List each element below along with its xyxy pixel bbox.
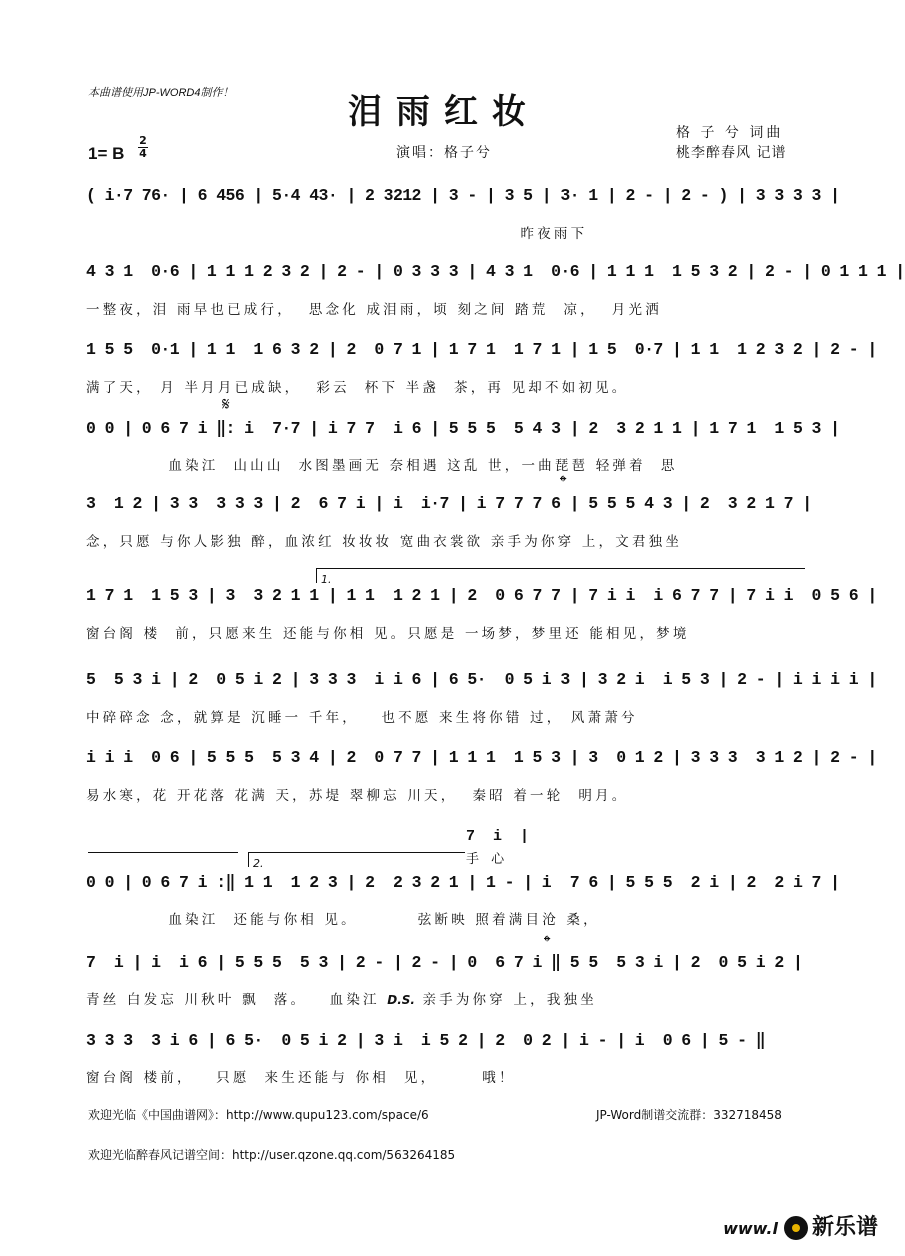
notation-line: 3 1 2 | 3 3 3 3 3 | 2 6 7 i | i i·7 | i 7 7 7 6 | 5 5 5 4 3 | 2 3 2 1 7 | xyxy=(86,494,812,513)
segno-mark: 𝄋 xyxy=(222,394,230,415)
notation-line: 0 0 | 0 6 7 i :‖ 1 1 1 2 3 | 2 2 3 2 1 | 1 - | i 7 6 | 5 5 5 2 i | 2 2 i 7 | xyxy=(86,873,840,892)
transcriber-credit: 桃李醉春风 记谱 xyxy=(676,145,787,161)
song-title: 泪雨红妆 xyxy=(348,92,540,132)
footer-blog-link[interactable]: 欢迎光临醉春风记谱空间：http://user.qzone.qq.com/563264185 xyxy=(88,1148,456,1162)
notation-line: 0 0 | 0 6 7 i ‖: i 7·7 | i 7 7 i 6 | 5 5 5 5 4 3 | 2 3 2 1 1 | 1 7 1 1 5 3 | xyxy=(86,419,840,438)
notation-line: 3 3 3 3 i 6 | 6 5· 0 5 i 2 | 3 i i 5 2 | 2 0 2 | i - | i 0 6 | 5 - ‖ xyxy=(86,1031,766,1050)
footer-site-link[interactable]: 欢迎光临《中国曲谱网》：http://www.qupu123.com/space/6 xyxy=(88,1108,429,1122)
coda-mark: 𝄌 xyxy=(560,472,567,493)
watermark-brand: 新乐谱 xyxy=(811,1215,878,1240)
extra-notes: 7 i | xyxy=(466,828,530,845)
record-disc-icon xyxy=(784,1216,808,1240)
lyric-line: 易水寒，花 开花落 花满 天，苏堤 翠柳忘 川天， 秦昭 着一轮 明月。 xyxy=(86,788,629,804)
notation-line: 4 3 1 0·6 | 1 1 1 2 3 2 | 2 - | 0 3 3 3 | 4 3 1 0·6 | 1 1 1 1 5 3 2 | 2 - | 0 1 1 1 | xyxy=(86,262,905,281)
second-ending-label: 2. xyxy=(253,857,264,870)
staff-rule xyxy=(88,852,238,853)
first-ending-bracket xyxy=(316,568,805,586)
lyric-line: 中碎碎念 念，就算是 沉睡一 千年， 也不愿 来生将你错 过， 风萧萧兮 xyxy=(86,710,638,726)
key-signature: 1= B xyxy=(88,144,125,163)
time-bottom: 4 xyxy=(139,147,147,160)
footer-group-info: JP-Word制谱交流群：332718458 xyxy=(596,1108,782,1122)
lyric-line xyxy=(86,988,806,1008)
lyric-after-ds: 亲手为你穿 上，我独坐 xyxy=(414,992,597,1008)
lyric-line: 昨夜雨下 xyxy=(86,226,588,242)
composer-credit: 格 子 兮 词曲 xyxy=(676,125,784,141)
lyric-line: 窗台阁 楼前， 只愿 来生还能与 你相 见， 哦！ xyxy=(86,1070,516,1086)
watermark-logo xyxy=(723,1210,878,1241)
extra-lyric: 手 心 xyxy=(466,852,509,867)
second-ending-bracket xyxy=(248,852,465,870)
first-ending-label: 1. xyxy=(321,573,332,586)
lyric-line: 血染江 还能与你相 见。 弦断映 照着满目沧 桑， xyxy=(86,912,600,928)
notation-line: ( i·7 76· | 6 456 | 5·4 43· | 2 3212 | 3 - | 3 5 | 3· 1 | 2 - | 2 - ) | 3 3 3 3 | xyxy=(86,186,840,205)
notation-line: 1 7 1 1 5 3 | 3 3 2 1 1 | 1 1 1 2 1 | 2 0 6 7 7 | 7 i i i 6 7 7 | 7 i i 0 5 6 | xyxy=(86,586,877,605)
notation-line: 1 5 5 0·1 | 1 1 1 6 3 2 | 2 0 7 1 | 1 7 1 1 7 1 | 1 5 0·7 | 1 1 1 2 3 2 | 2 - | xyxy=(86,340,877,359)
coda-mark-2: 𝄌 xyxy=(544,932,551,953)
lyric-line: 一整夜，泪 雨早也已成行， 思念化 成泪雨，顷 刻之间 踏荒 凉， 月光洒 xyxy=(86,302,662,318)
lyric-line: 窗台阁 楼 前，只愿来生 还能与你相 见。只愿是 一场梦，梦里还 能相见，梦境 xyxy=(86,626,690,642)
notation-line: i i i 0 6 | 5 5 5 5 3 4 | 2 0 7 7 | 1 1 1 1 5 3 | 3 0 1 2 | 3 3 3 3 1 2 | 2 - | xyxy=(86,748,877,767)
lyric-line: 念，只愿 与你人影独 醉，血浓红 妆妆妆 宽曲衣裳欲 亲手为你穿 上，文君独坐 xyxy=(86,534,683,550)
source-note: 本曲谱使用JP-WORD4制作！ xyxy=(88,87,234,99)
lyric-line: 满了天， 月 半月月已成缺， 彩云 杯下 半盏 茶，再 见却不如初见。 xyxy=(86,380,629,396)
time-top: 2 xyxy=(139,134,147,147)
watermark-www: www.l xyxy=(723,1219,778,1238)
lyric-before-ds: 青丝 白发忘 川秋叶 飘 落。 血染江 xyxy=(86,992,388,1008)
ds-mark: D.S. xyxy=(387,993,415,1007)
notation-line: 5 5 3 i | 2 0 5 i 2 | 3 3 3 i i 6 | 6 5· 0 5 i 3 | 3 2 i i 5 3 | 2 - | i i i i | xyxy=(86,670,877,689)
singer-credit: 演唱：格子兮 xyxy=(396,145,492,161)
notation-line: 7 i | i i 6 | 5 5 5 5 3 | 2 - | 2 - | 0 6 7 i ‖ 5 5 5 3 i | 2 0 5 i 2 | xyxy=(86,953,803,972)
time-signature xyxy=(138,136,148,159)
lyric-line: 血染江 山山山 水图墨画无 奈相遇 这乱 世，一曲琵琶 轻弹着 思 xyxy=(86,458,678,474)
